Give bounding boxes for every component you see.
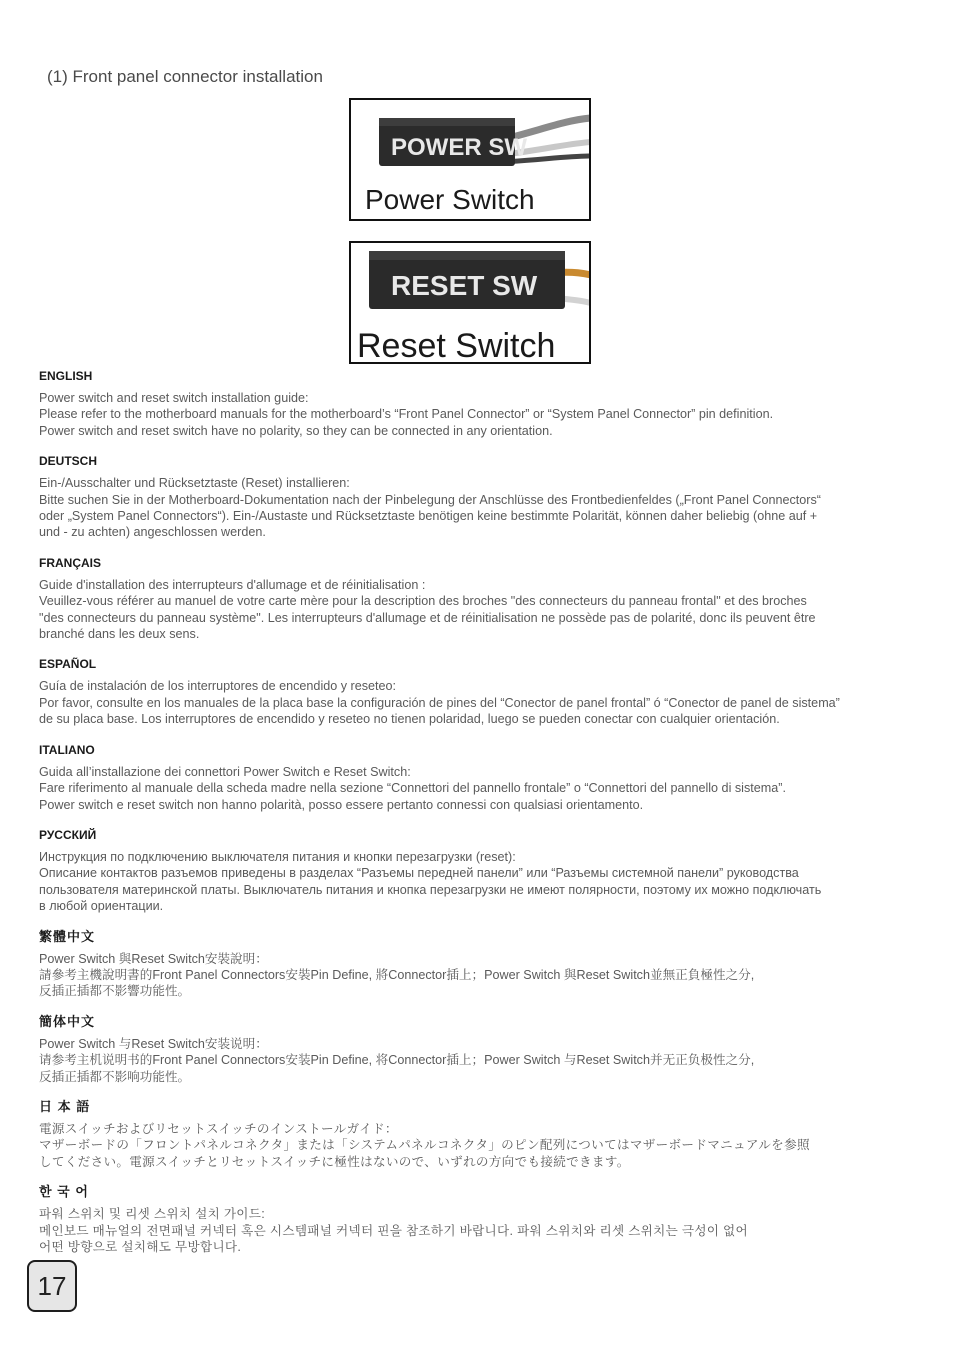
text-line: в любой ориентации. [39,899,164,914]
text-line: 메인보드 매뉴얼의 전면패널 커넥터 혹은 시스템패널 커넥터 핀을 참조하기 바랍니다. 파워 스위치와 리셋 스위치는 극성이 없어 [39,1223,748,1238]
text-line: branché dans les deux sens. [39,627,200,642]
text-line: de su placa base. Los interruptores de encendido y reseteo no tienen polaridad, luego se pueden conectar con cualquier orientación. [39,712,780,727]
reset-caption: Reset Switch [357,327,556,362]
section-russian [39,827,909,915]
heading-deutsch: DEUTSCH [39,454,98,469]
section-korean [39,1184,909,1255]
heading-japanese: 日 本 語 [39,1098,91,1114]
text-line: Ein-/Ausschalter und Rücksetztaste (Reset) installieren: [39,476,350,491]
text-line: 電源スイッチおよびリセットスイッチのインストールガイド： [39,1121,398,1136]
heading-korean: 한 국 어 [39,1184,89,1200]
power-switch-photo [349,98,591,221]
reset-switch-photo [349,241,591,364]
text-line: Power Switch 与Reset Switch安装说明： [39,1036,268,1051]
section-japanese [39,1099,909,1170]
reset-plug-label: RESET SW [391,270,538,301]
text-line: Fare riferimento al manuale della scheda madre nella sezione “Connettori del pannello frontale” o “Connettori del pannello di sistema”. [39,781,786,796]
heading-russian: РУССКИЙ [39,827,97,842]
section-deutsch [39,453,909,541]
text-line: 反插正插都不影響功能性。 [39,984,191,999]
section-francais [39,555,909,643]
text-line: 请参考主机说明书的Front Panel Connectors安装Pin Define, 将Connector插上；Power Switch 与Reset Switch并无正负极性之分, [39,1053,755,1068]
heading-english: ENGLISH [39,369,93,383]
text-line: Описание контактов разъемов приведены в разделах “Разъемы передней панели” или “Разъемы системной панели” руководства [39,866,799,881]
section-italiano [39,742,909,813]
text-line: Power switch and reset switch installation guide: [39,391,309,405]
text-line: Veuillez-vous référer au manuel de votre carte mère pour la description des broches "des connecteurs du panneau frontal" et des broches [39,594,807,609]
heading-francais: FRANÇAIS [39,555,101,570]
text-line: Por favor, consulte en los manuales de la placa base la configuración de pines del “Conector de panel frontal” ó “Conector de panel de sistema” [39,695,840,710]
page-number: 17 [27,1260,77,1312]
text-line: Bitte suchen Sie in der Motherboard-Dokumentation nach der Pinbelegung der Anschlüsse des Frontbedienfeldes („Front Panel Connectors“ [39,492,821,507]
text-line: Please refer to the motherboard manuals for the motherboard’s “Front Panel Connector” or “System Panel Connector” pin definition. [39,407,774,422]
language-sections [39,368,909,1269]
text-line: Power Switch 與Reset Switch安裝說明： [39,951,268,966]
section-espanol [39,656,909,727]
heading-espanol: ESPAÑOL [39,657,97,672]
text-line: マザーボードの「フロントパネルコネクタ」または「システムパネルコネクタ」のピン配列についてはマザーボードマニュアルを参照 [39,1138,810,1153]
section-traditional-chinese [39,929,909,1000]
text-line: Guía de instalación de los interruptores de encendido y reseteo: [39,679,397,694]
section-english [39,368,909,439]
power-caption: Power Switch [365,184,535,215]
text-line: 請參考主機說明書的Front Panel Connectors安裝Pin Define, 將Connector插上；Power Switch 與Reset Switch並無正負極性之分, [39,967,755,982]
text-line: 파워 스위치 및 리셋 스위치 설치 가이드: [39,1207,266,1222]
text-line: してください。電源スイッチとリセットスイッチに極性はないので、いずれの方向でも接続できます。 [39,1154,630,1169]
power-plug-label: POWER SW [391,134,527,161]
text-line: Guide d'installation des interrupteurs d'allumage et de réinitialisation : [39,577,426,592]
text-line: "des connecteurs du panneau système". Les interrupteurs d'allumage et de réinitialisation ne possède pas de polarité, donc ils peuvent être [39,610,816,625]
text-line: 어떤 방향으로 설치해도 무방합니다. [39,1240,242,1254]
text-line: пользователя материнской платы. Выключатель питания и кнопка перезагрузки не имеют полярности, поэтому их можно подключать [39,882,822,897]
section-title: (1) Front panel connector installation [47,67,323,86]
heading-simplified-chinese: 簡体中文 [39,1013,96,1029]
text-line: Power switch e reset switch non hanno polarità, posso essere pertanto connessi con qualsiasi orientamento. [39,797,644,812]
text-line: und - zu achten) angeschlossen werden. [39,525,266,540]
text-line: oder „System Panel Connectors“). Ein-/Austaste und Rücksetztaste benötigen keine bestimmte Polarität, können daher beliebig (ohne auf + [39,509,818,524]
text-line: 反插正插都不影响功能性。 [39,1069,191,1084]
section-simplified-chinese [39,1014,909,1085]
text-line: Power switch and reset switch have no polarity, so they can be connected in any orientation. [39,423,553,438]
text-line: Инструкция по подключению выключателя питания и кнопки перезагрузки (reset): [39,849,516,864]
heading-traditional-chinese: 繁體中文 [39,928,96,944]
heading-italiano: ITALIANO [39,742,95,757]
text-line: Guida all’installazione dei connettori Power Switch e Reset Switch: [39,764,411,779]
